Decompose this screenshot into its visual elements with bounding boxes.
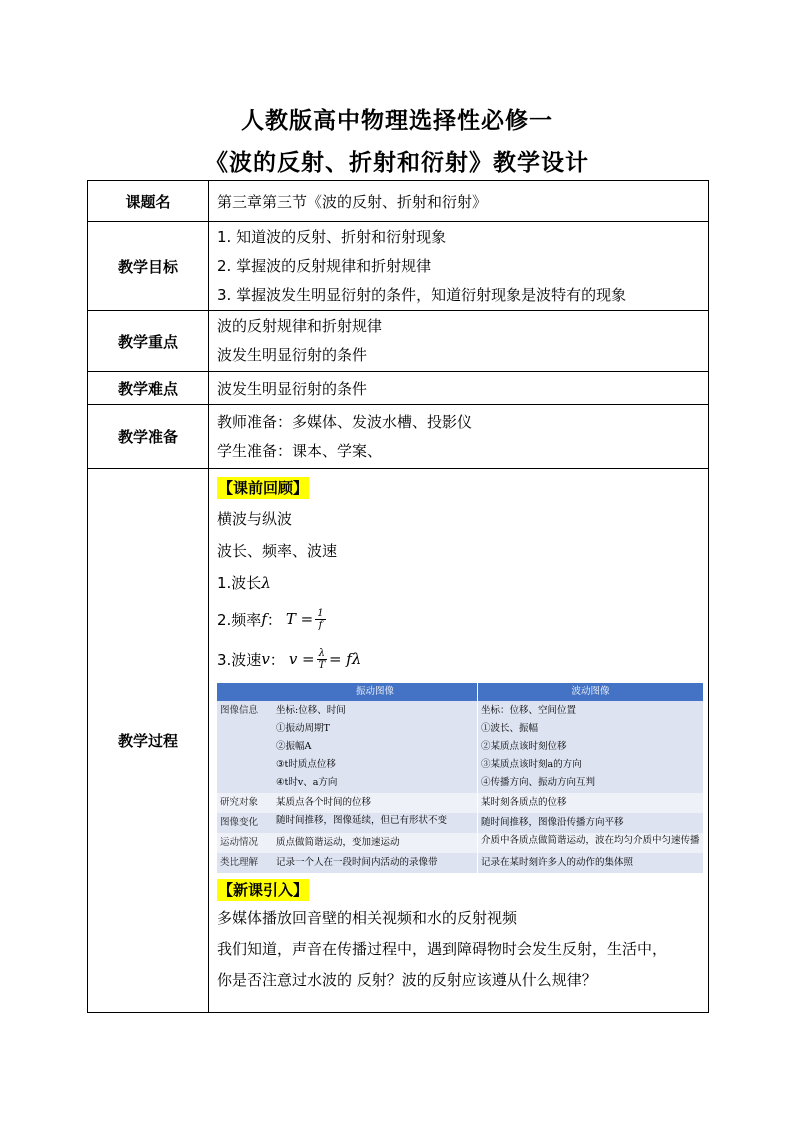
vibration-cell: 记录一个人在一段时间内活动的录像带 xyxy=(273,853,478,873)
comparison-header: 振动图像 xyxy=(273,683,478,701)
goal-item: 3. 掌握波发生明显衍射的条件，知道衍射现象是波特有的现象 xyxy=(217,285,627,304)
document-title-line2: 《波的反射、折射和衍射》教学设计 xyxy=(205,149,589,176)
label-difficult: 教学难点 xyxy=(88,372,209,405)
comparison-header xyxy=(217,683,273,701)
goal-item: 2. 掌握波的反射规律和折射规律 xyxy=(217,256,432,275)
value-process xyxy=(209,469,709,1013)
formula-frequency: 2.频率 f ： T = $\frac{1}{f}$ xyxy=(217,607,324,631)
table-row xyxy=(217,701,703,793)
value-prep xyxy=(209,405,709,469)
wave-cell: 坐标：位移、空间位置 ①波长、振幅 ②某质点该时刻位移 ③某质点该时刻a的方向 ④传播方向、振动方向互判 xyxy=(478,701,704,793)
value-key xyxy=(209,311,709,372)
review-tag: 【课前回顾】 xyxy=(218,479,309,497)
value-goals xyxy=(209,222,709,311)
review-line: 波长、频率、波速 xyxy=(217,542,338,560)
intro-line: 你是否注意过水波的 反射？波的反射应该遵从什么规律？ xyxy=(217,971,597,989)
label-prep: 教学准备 xyxy=(88,405,209,469)
wave-cell: 随时间推移，图像沿传播方向平移 xyxy=(478,813,704,833)
new-lesson-tag: 【新课引入】 xyxy=(218,881,309,899)
wave-cell: 某时刻各质点的位移 xyxy=(478,793,704,813)
vibration-cell: 坐标:位移、时间 ①振动周期T ②振幅A ③t时质点位移 ④t时v、a方向 xyxy=(273,701,478,793)
vibration-cell: 质点做简谐运动，变加速运动 xyxy=(273,833,478,853)
intro-line: 我们知道，声音在传播过程中，遇到障碍物时会发生反射，生活中， xyxy=(217,940,668,958)
label-topic: 课题名 xyxy=(88,181,209,222)
table-row xyxy=(217,813,703,833)
label-process: 教学过程 xyxy=(88,469,209,1013)
table-row xyxy=(217,833,703,853)
row-label: 图像信息 xyxy=(217,701,273,793)
value-topic: 第三章第三节《波的反射、折射和衍射》 xyxy=(209,181,709,222)
label-goals: 教学目标 xyxy=(88,222,209,311)
value-difficult: 波发生明显衍射的条件 xyxy=(209,372,709,405)
key-item: 波发生明显衍射的条件 xyxy=(217,346,368,364)
comparison-header: 波动图像 xyxy=(478,683,704,701)
key-item: 波的反射规律和折射规律 xyxy=(217,317,383,335)
wave-cell: 介质中各质点做简谐运动，波在均匀介质中匀速传播 xyxy=(478,833,704,853)
formula-wavelength: 1.波长λ xyxy=(217,574,271,592)
goal-item: 1. 知道波的反射、折射和衍射现象 xyxy=(217,227,447,246)
document-title-line1: 人教版高中物理选择性必修一 xyxy=(241,107,553,134)
vibration-cell: 随时间推移，图像延续，但已有形状不变 xyxy=(273,813,478,833)
row-label: 运动情况 xyxy=(217,833,273,853)
prep-item: 教师准备：多媒体、发波水槽、投影仪 xyxy=(217,412,473,431)
comparison-table xyxy=(217,683,703,873)
lesson-plan-table xyxy=(87,180,709,1013)
row-label: 研究对象 xyxy=(217,793,273,813)
row-label: 图像变化 xyxy=(217,813,273,833)
formula-speed: 3.波速 v ： v = $\frac{\lambda}{T}$ = fλ xyxy=(217,647,362,671)
prep-item: 学生准备：课本、学案、 xyxy=(217,441,383,460)
table-row xyxy=(217,853,703,873)
intro-line: 多媒体播放回音壁的相关视频和水的反射视频 xyxy=(217,909,518,927)
table-row xyxy=(217,793,703,813)
wave-cell: 记录在某时刻许多人的动作的集体照 xyxy=(478,853,704,873)
row-label: 类比理解 xyxy=(217,853,273,873)
review-line: 横波与纵波 xyxy=(217,510,293,528)
vibration-cell: 某质点各个时间的位移 xyxy=(273,793,478,813)
label-key: 教学重点 xyxy=(88,311,209,372)
